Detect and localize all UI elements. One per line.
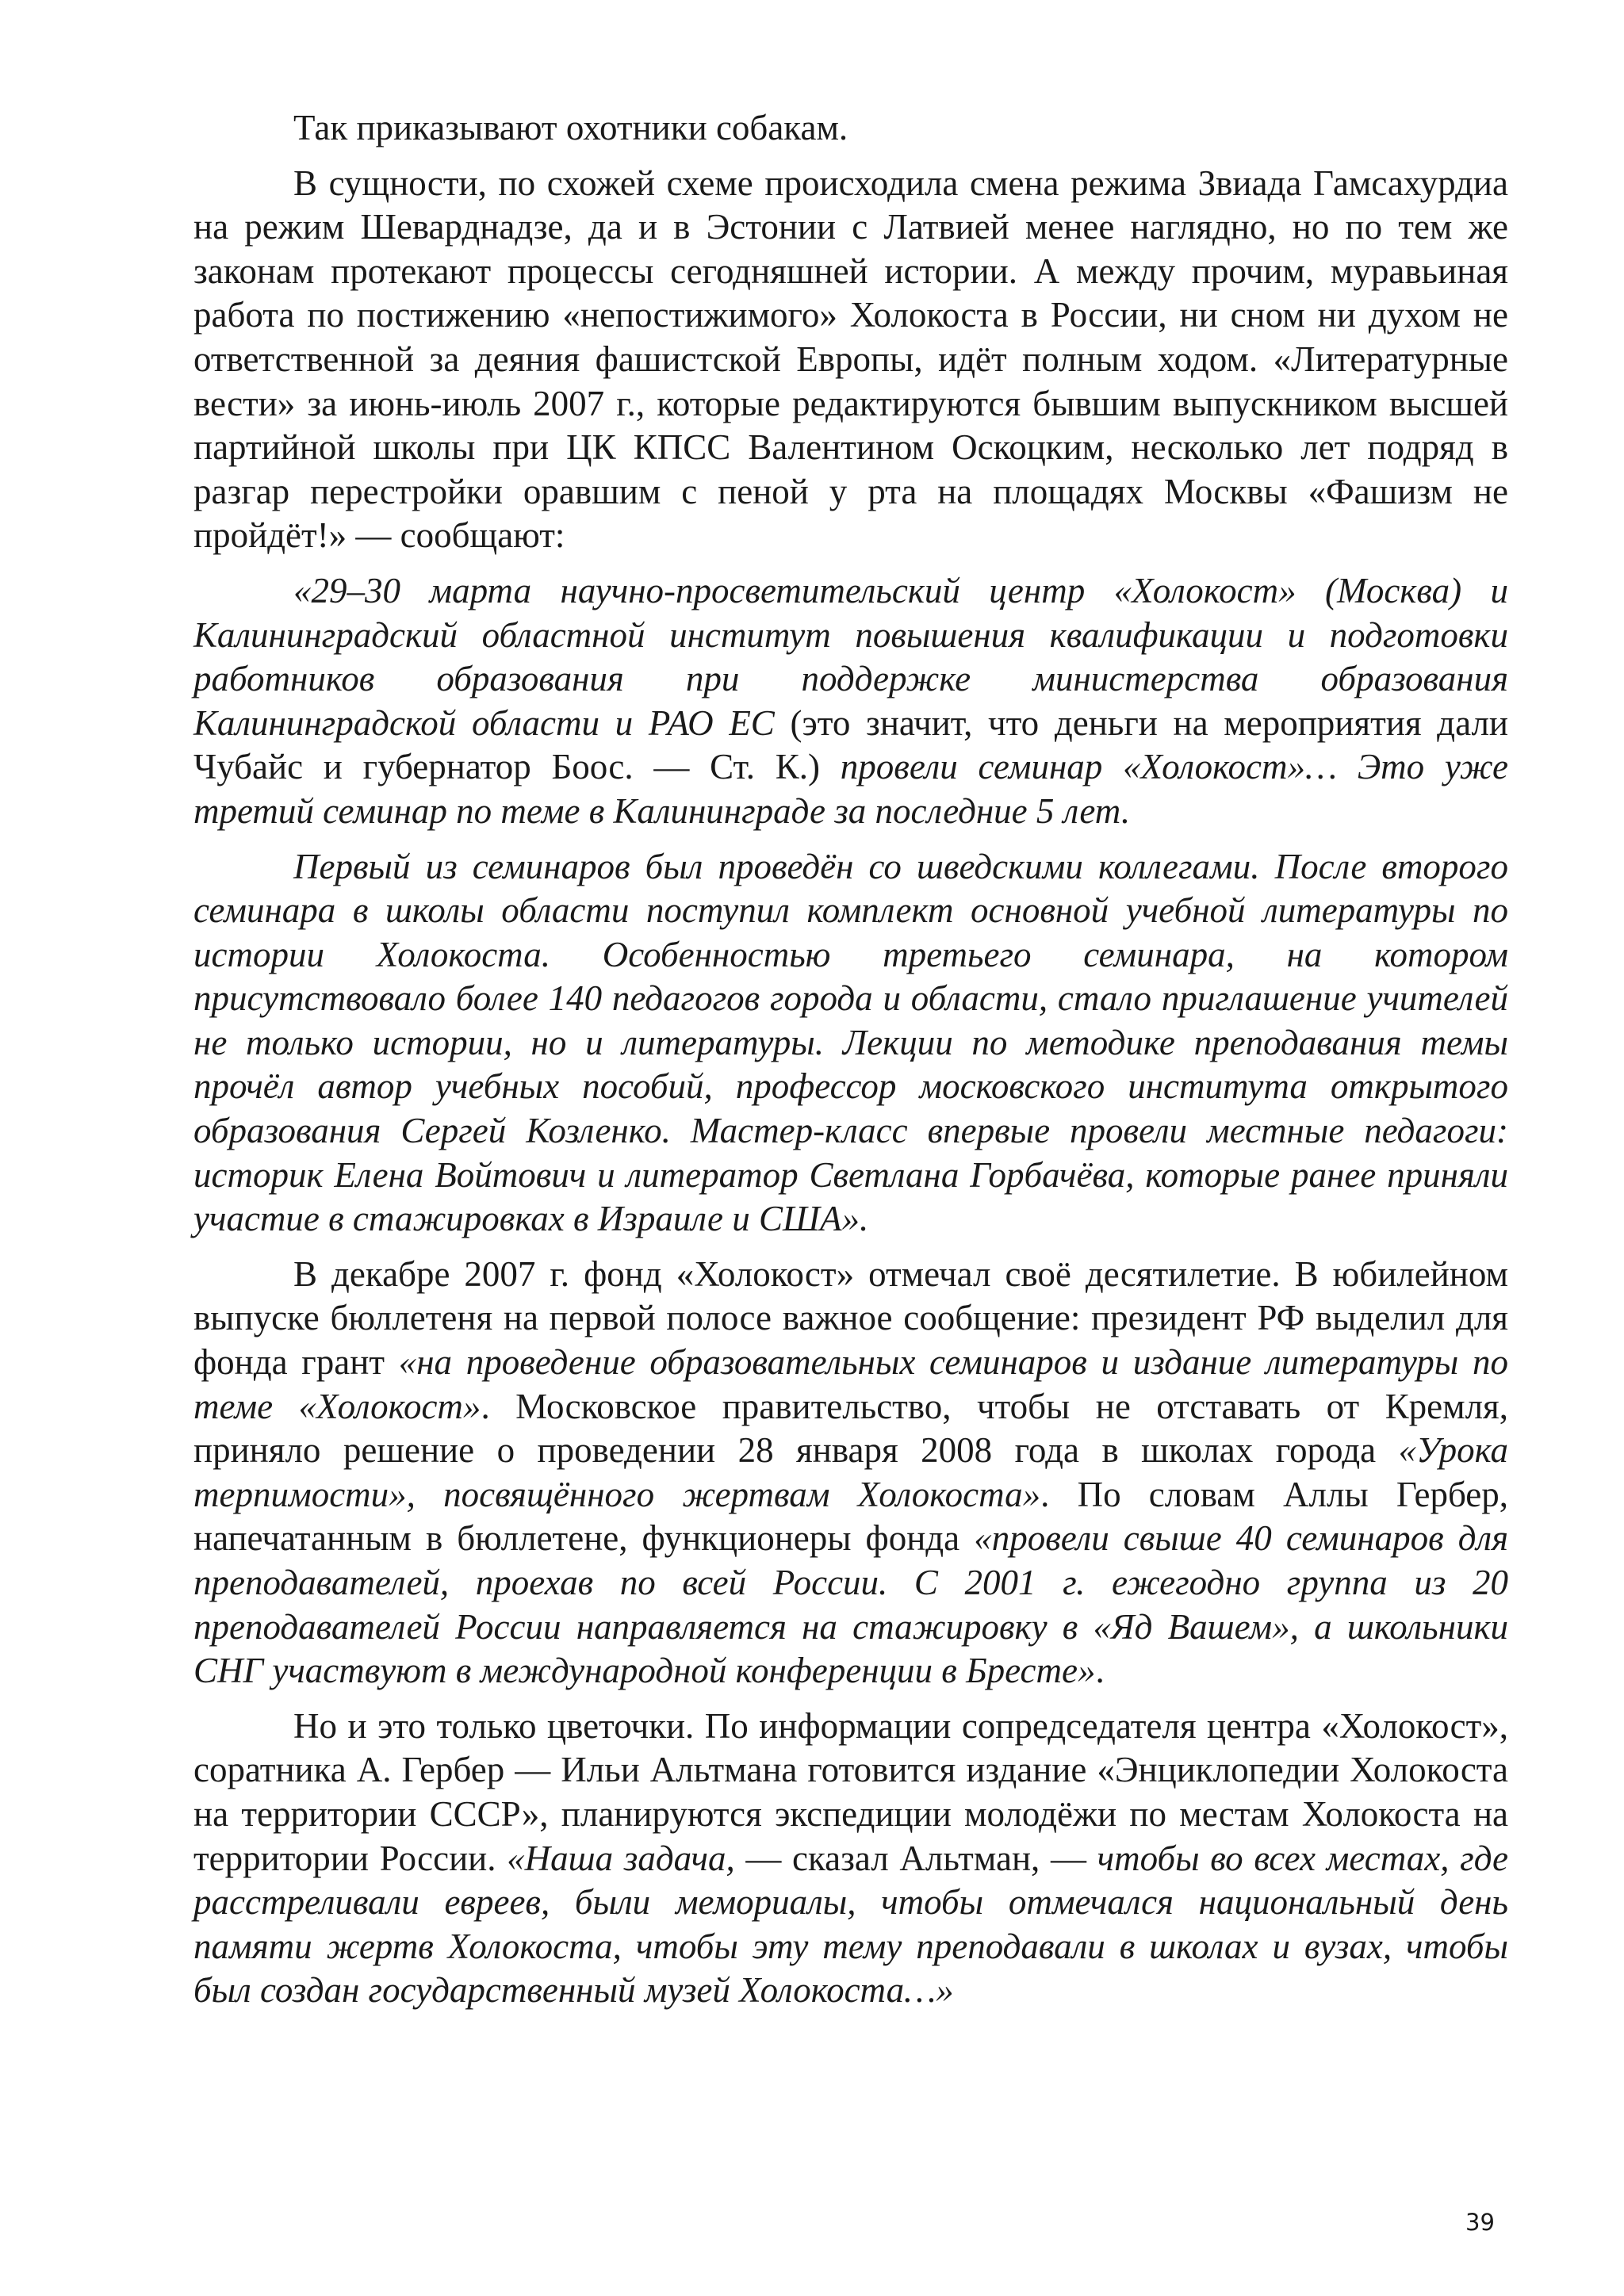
paragraph — [193, 162, 1508, 558]
text-segment: . По словам Аллы Гербер, напечатанным в бюллетене, функционеры фонда — [193, 1474, 1509, 1559]
paragraph — [193, 1253, 1508, 1693]
body-text — [193, 106, 1508, 2024]
italic-text-segment: «Урока терпимости», посвящённого жертвам Холокоста» — [193, 1430, 1508, 1514]
italic-text-segment: «на проведение образовательных семинаров и издание литературы по теме «Холокост» — [193, 1342, 1508, 1426]
text-segment: (это значит, что деньги на мероприятия дали Чубайс и губернатор Боос. — Ст. К.) — [193, 702, 1508, 787]
text-segment: — сказал Альтман, — — [734, 1838, 1097, 1878]
text-segment: Но и это только цветочки. По информации сопредседателя центра «Холокост», соратника А. Гербер — Ильи Альтмана готовится издание «Энциклопедии Холокоста на территории СССР», планируются экспедиции молодёжи по местам Холокоста на территории России. — [193, 1705, 1508, 1878]
paragraph — [193, 845, 1508, 1242]
italic-text-segment: провели семинар «Холокост»… Это уже третий семинар по теме в Калининграде за последние 5 лет. — [193, 747, 1508, 831]
italic-text-segment: Первый из семинаров был проведён со шведскими коллегами. После второго семинара в школы области поступил комплект основной учебной литературы по истории Холокоста. Особенностью третьего семинара, на котором присутствовало более 140 педагогов города и области, стало приглашение учителей не только истории, но и литературы. Лекции по методике преподавания темы прочёл автор учебных пособий, профессор московского института открытого образования Сергей Козленко. Мастер-класс впервые провели местные педагоги: историк Елена Войтович и литератор Светлана Горбачёва, которые ранее приняли участие в стажировках в Израиле и США». — [193, 846, 1508, 1239]
text-segment: . — [1095, 1651, 1105, 1691]
paragraph — [193, 569, 1508, 834]
text-segment: В декабре 2007 г. фонд «Холокост» отмечал своё десятилетие. В юбилейном выпуске бюллетеня на первой полосе важное сообщение: президент РФ выделил для фонда грант — [193, 1253, 1508, 1383]
italic-text-segment: «провели свыше 40 семинаров для преподавателей, проехав по всей России. С 2001 г. ежегодно группа из 20 преподавателей России направляется на стажировку в «Яд Вашем», а школьники СНГ участвуют в международной конференции в Бресте» — [193, 1518, 1509, 1691]
italic-text-segment: «Наша задача, — [507, 1838, 735, 1878]
text-segment: . Московское правительство, чтобы не отставать от Кремля, приняло решение о проведении 28 января 2008 года в школах города — [193, 1386, 1508, 1471]
text-segment: Так приказывают охотники собакам. — [293, 108, 848, 147]
italic-text-segment: «29–30 марта научно-просветительский центр «Холокост» (Москва) и Калининградский областной институт повышения квалификации и подготовки работников образования при поддержке министерства образования Калининградской области и РАО ЕС — [193, 570, 1508, 743]
page-number: 39 — [1465, 2209, 1495, 2236]
text-segment: В сущности, по схожей схеме происходила смена режима Звиада Гамсахурдиа на режим Шеварднадзе, да и в Эстонии с Латвией менее наглядно, но по тем же законам протекают процессы сегодняшней истории. А между прочим, муравьиная работа по постижению «непостижимого» Холокоста в России, ни сном ни духом не ответственной за деяния фашистской Европы, идёт полным ходом. «Литературные вести» за июнь-июль 2007 г., которые редактируются бывшим выпускником высшей партийной школы при ЦК КПСС Валентином Оскоцким, несколько лет подряд в разгар перестройки оравшим с пеной у рта на площадях Москвы «Фашизм не пройдёт!» — сообщают: — [193, 163, 1508, 556]
italic-text-segment: чтобы во всех местах, где расстреливали евреев, были мемориалы, чтобы отмечался национальный день памяти жертв Холокоста, чтобы эту тему преподавали в школах и вузах, чтобы был создан государственный музей Холокоста…» — [193, 1838, 1508, 2011]
paragraph — [193, 1705, 1508, 2013]
paragraph — [193, 106, 1508, 151]
